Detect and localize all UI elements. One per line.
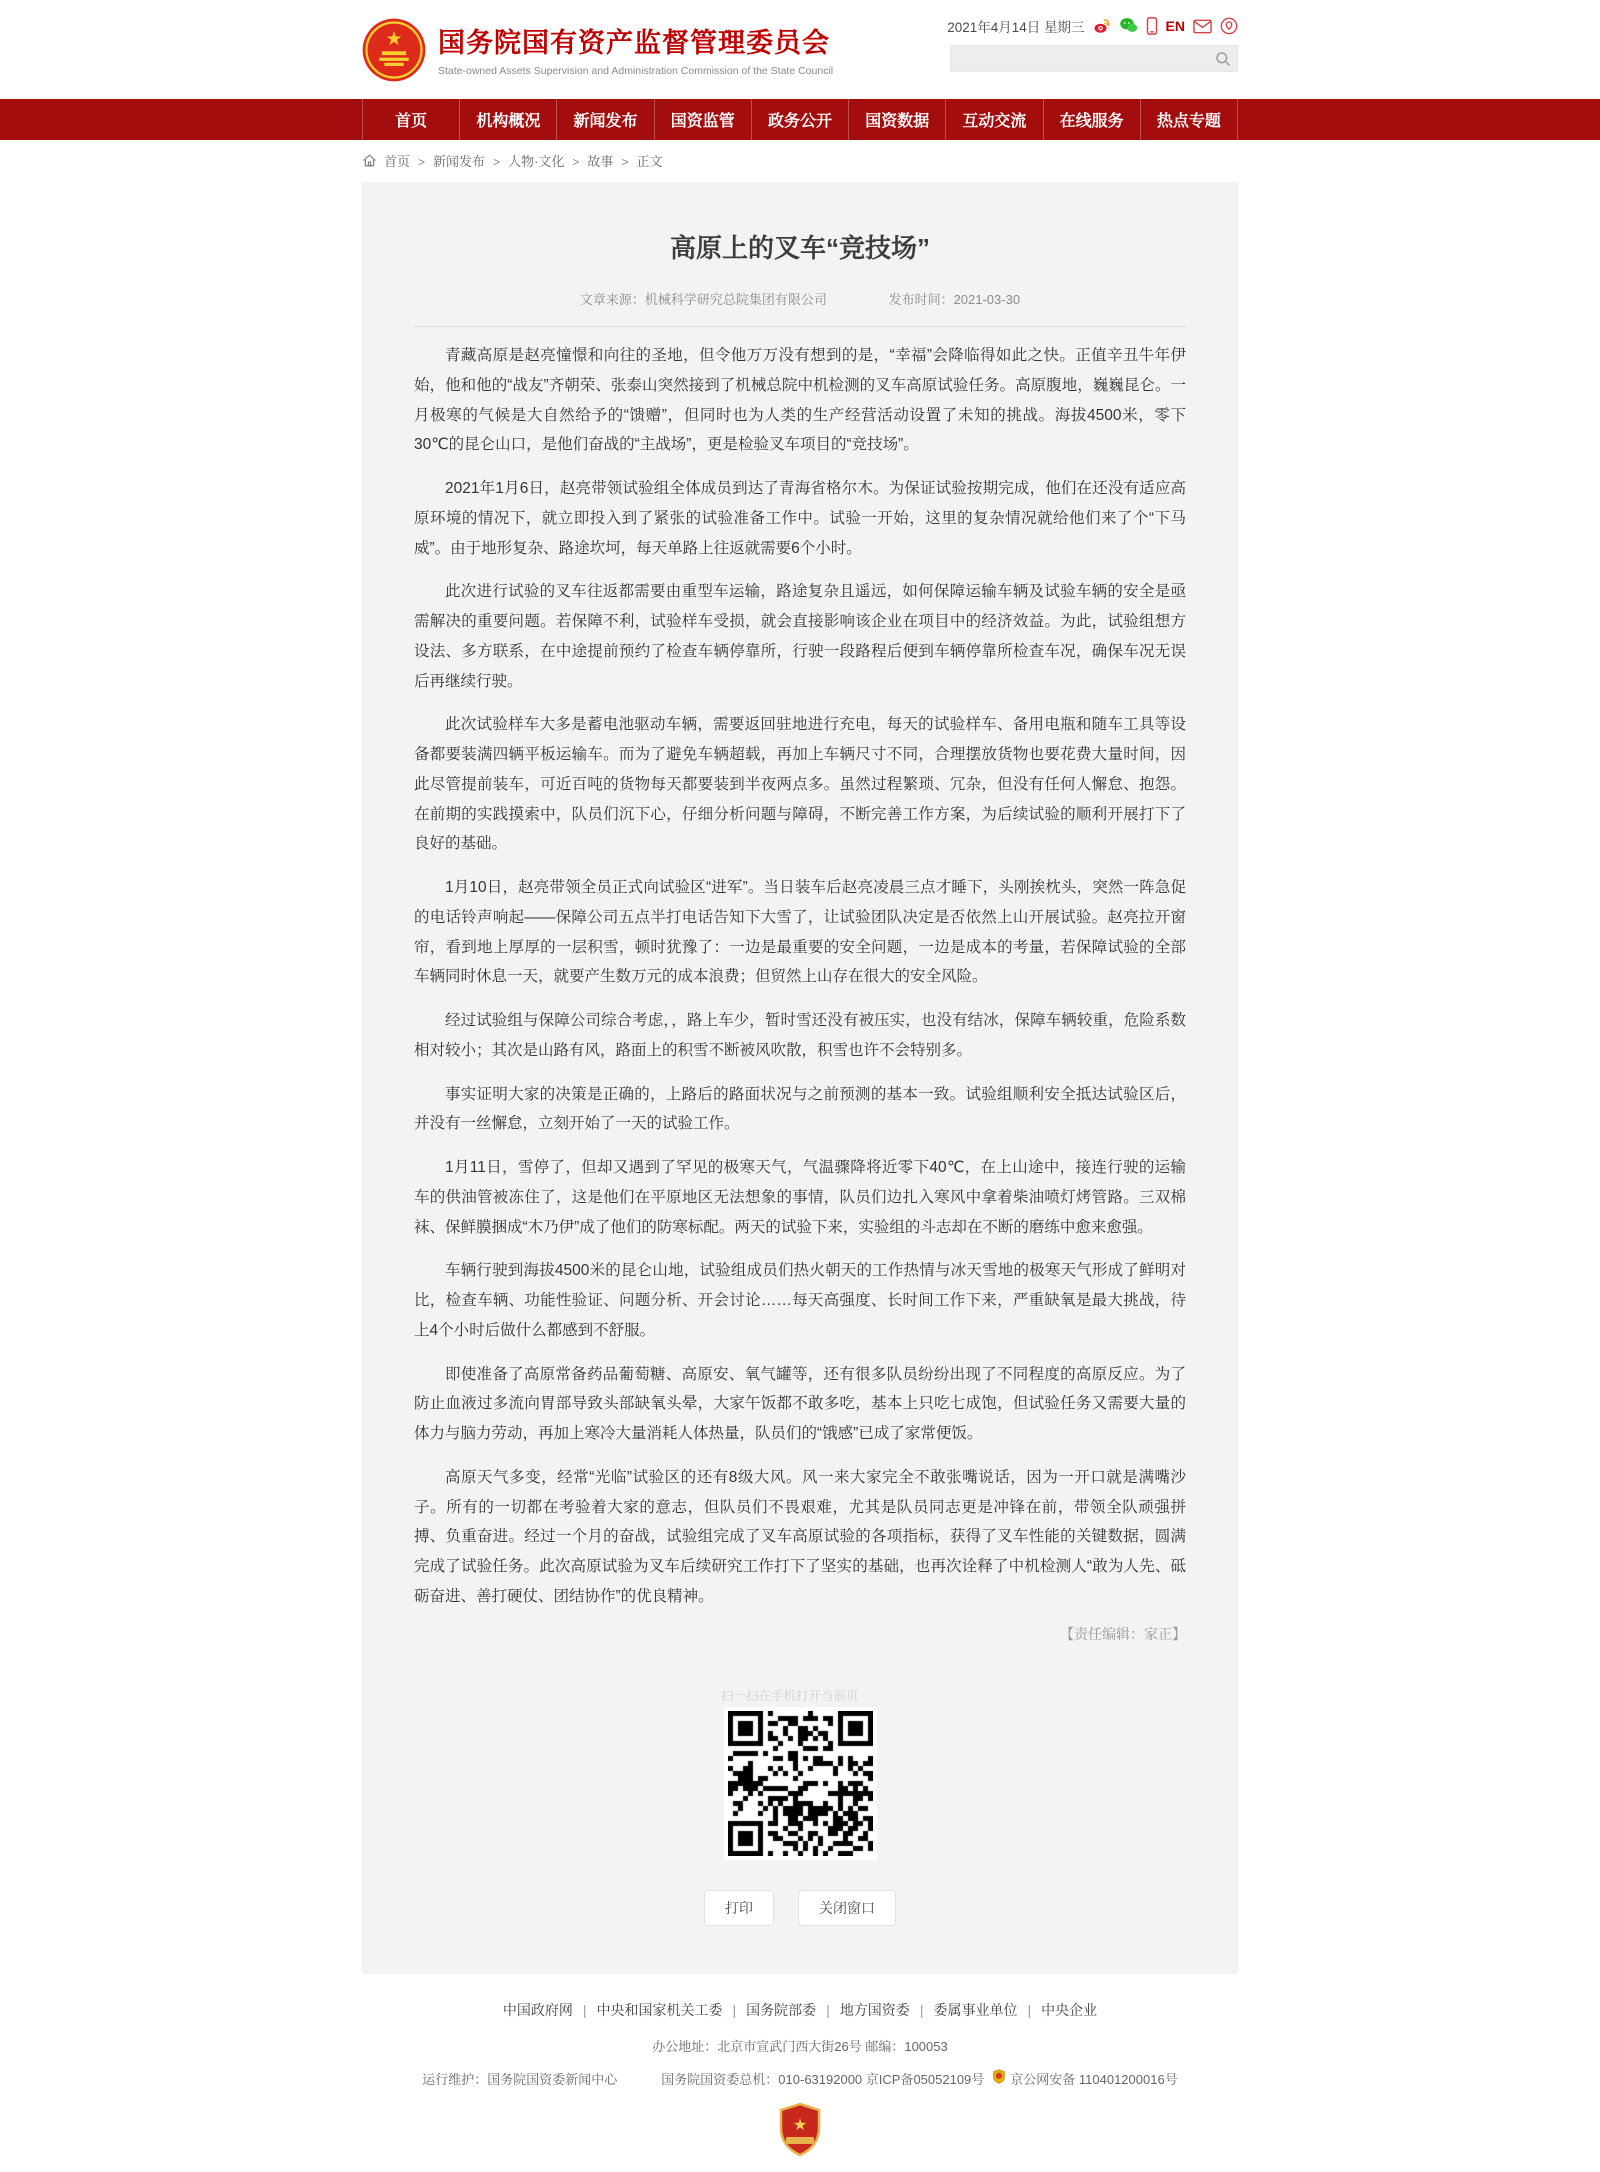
footer-link[interactable]: 中国政府网 bbox=[502, 2001, 573, 2018]
article-body bbox=[414, 341, 1186, 1612]
article-paragraph: 此次进行试验的叉车往返都需要由重型车运输，路途复杂且遥远，如何保障运输车辆及试验车辆的安全是亟需解决的重要问题。若保障不利，试验样车受损，就会直接影响该企业在项目中的经济效益。为此，试验组想方设法、多方联系，在中途提前预约了检查车辆停靠所，行驶一段路程后便到车辆停靠所检查车况，确保车况无误后再继续行驶。 bbox=[414, 583, 1186, 690]
current-date: 2021年4月14日 星期三 bbox=[947, 20, 1085, 35]
search-icon[interactable] bbox=[1215, 51, 1231, 72]
national-emblem-icon bbox=[362, 18, 426, 87]
article-panel bbox=[362, 182, 1238, 1974]
qr-section bbox=[414, 1686, 1186, 1860]
weibo-icon[interactable] bbox=[1093, 17, 1111, 35]
article-paragraph: 2021年1月6日，赵亮带领试验组全体成员到达了青海省格尔木。为保证试验按期完成，他们在还没有适应高原环境的情况下，就立即投入到了紧张的试验准备工作中。试验一开始，这里的复杂情况就给他们来了个“下马威”。由于地形复杂、路途坎坷，每天单路上往返就需要6个小时。 bbox=[414, 480, 1186, 557]
english-version-link[interactable]: EN bbox=[1165, 18, 1185, 34]
close-window-button[interactable]: 关闭窗口 bbox=[798, 1890, 896, 1926]
breadcrumb-item[interactable]: 首页 bbox=[384, 154, 411, 169]
search-input[interactable] bbox=[951, 46, 1237, 71]
article-paragraph: 车辆行驶到海拔4500米的昆仑山地，试验组成员们热火朝天的工作热情与冰天雪地的极寒天气形成了鲜明对比，检查车辆、功能性验证、问题分析、开会讨论……每天高强度、长时间工作下来，严重缺氧是最大挑战，待上4个小时后做什么都感到不舒服。 bbox=[414, 1262, 1186, 1339]
print-button[interactable]: 打印 bbox=[704, 1890, 774, 1926]
article-paragraph: 即使准备了高原常备药品葡萄糖、高原安、氧气罐等，还有很多队员纷纷出现了不同程度的高原反应。为了防止血液过多流向胃部导致头部缺氧头晕，大家午饭都不敢多吃，基本上只吃七成饱，但试验任务又需要大量的体力与脑力劳动，再加上寒冷大量消耗人体热量，队员们的“饿感”已成了家常便饭。 bbox=[414, 1365, 1186, 1442]
footer-link[interactable]: | 地方国资委 bbox=[816, 2000, 910, 2020]
svg-text:★: ★ bbox=[385, 28, 403, 50]
article-paragraph: 高原天气多变，经常“光临”试验区的还有8级大风。风一来大家完全不敢张嘴说话，因为一开口就是满嘴沙子。所有的一切都在考验着大家的意志，但队员们不畏艰难，尤其是队员同志更是冲锋在前，带领全队顽强拼搏、负重奋进。经过一个月的奋战，试验组完成了叉车高原试验的各项指标，获得了叉车性能的关键数据，圆满完成了试验任务。此次高原试验为叉车后续研究工作打下了坚实的基础，也再次诠释了中机检测人“敢为人先、砥砺奋进、善打硬仗、团结协作”的优良精神。 bbox=[414, 1468, 1186, 1605]
home-icon[interactable] bbox=[362, 153, 377, 168]
article-paragraph: 1月11日，雪停了，但却又遇到了罕见的极寒天气，气温骤降将近零下40℃，在上山途中，接连行驶的运输车的供油管被冻住了，这是他们在平原地区无法想象的事情，队员们边扎入寒风中拿着柴油喷灯烤管路。三双棉袜、保鲜膜捆成“木乃伊”成了他们的防寒标配。两天的试验下来，实验组的斗志却在不断的磨练中愈来愈强。 bbox=[414, 1159, 1186, 1236]
breadcrumb-item[interactable]: > 人物·文化 bbox=[485, 151, 564, 170]
site-subtitle: State-owned Assets Supervision and Administration Commission of the State Council bbox=[438, 64, 834, 77]
nav-item[interactable]: 热点专题 bbox=[1141, 99, 1238, 140]
footer-link[interactable]: | 中央企业 bbox=[1017, 2000, 1097, 2020]
article-paragraph: 事实证明大家的决策是正确的，上路后的路面状况与之前预测的基本一致。试验组顺利安全抵达试验区后，并没有一丝懈怠，立刻开始了一天的试验工作。 bbox=[414, 1085, 1186, 1133]
main-nav bbox=[0, 99, 1600, 140]
site-logo[interactable] bbox=[362, 14, 833, 87]
footer-address: 办公地址：北京市宣武门西大街26号 邮编：100053 bbox=[652, 2038, 948, 2054]
footer-links bbox=[0, 2000, 1600, 2020]
article-source: 文章来源：机械科学研究总院集团有限公司 bbox=[579, 292, 827, 307]
nav-item[interactable]: 新闻发布 bbox=[557, 99, 654, 140]
editor-line: 【责任编辑：家正】 bbox=[1060, 1625, 1186, 1642]
breadcrumb-item[interactable]: > 新闻发布 bbox=[410, 151, 485, 170]
article-paragraph: 1月10日，赵亮带领全员正式向试验区“进军”。当日装车后赵亮凌晨三点才睡下，头刚挨枕头，突然一阵急促的电话铃声响起——保障公司五点半打电话告知下大雪了，让试验团队决定是否依然上山开展试验。赵亮拉开窗帘，看到地上厚厚的一层积雪，顿时犹豫了：一边是最重要的安全问题，一边是成本的考量，若保障试验的全部车辆同时休息一天，就要产生数万元的成本浪费；但贸然上山存在很大的安全风险。 bbox=[414, 879, 1186, 986]
site-footer bbox=[0, 1974, 1600, 2172]
footer-switchboard: 国务院国资委总机：010-63192000 京ICP备05052109号 bbox=[661, 2071, 985, 2087]
wechat-icon[interactable] bbox=[1119, 17, 1138, 35]
article-title: 高原上的叉车“竞技场” bbox=[669, 233, 930, 263]
breadcrumb bbox=[362, 140, 1238, 182]
site-title: 国务院国有资产监督管理委员会 bbox=[438, 28, 830, 59]
nav-item[interactable]: 在线服务 bbox=[1044, 99, 1141, 140]
footer-link[interactable]: | 国务院部委 bbox=[723, 2000, 817, 2020]
breadcrumb-item[interactable]: > 正文 bbox=[613, 151, 662, 170]
search-box bbox=[950, 45, 1238, 72]
mobile-icon[interactable] bbox=[1146, 17, 1158, 35]
mail-icon[interactable] bbox=[1193, 19, 1212, 34]
security-record-text: 京公网安备 110401200016号 bbox=[1010, 2071, 1178, 2087]
security-badge-icon bbox=[992, 2069, 1006, 2087]
site-header bbox=[0, 0, 1600, 99]
breadcrumb-item[interactable]: > 故事 bbox=[564, 151, 613, 170]
nav-item[interactable]: 机构概况 bbox=[460, 99, 557, 140]
article-paragraph: 此次试验样车大多是蓄电池驱动车辆，需要返回驻地进行充电，每天的试验样车、备用电瓶和随车工具等设备都要装满四辆平板运输车。而为了避免车辆超载，再加上车辆尺寸不同，合理摆放货物也要花费大量时间，因此尽管提前装车，可近百吨的货物每天都要装到半夜两点多。虽然过程繁琐、冗杂，但没有任何人懈怠、抱怨。在前期的实践摸索中，队员们沉下心，仔细分析问题与障碍，不断完善工作方案，为后续试验的顺利开展打下了良好的基础。 bbox=[414, 716, 1186, 853]
article-meta bbox=[414, 289, 1186, 327]
article-paragraph: 青藏高原是赵亮憧憬和向往的圣地，但令他万万没有想到的是，“幸福”会降临得如此之快。正值辛丑牛年伊始，他和他的“战友”齐朝荣、张泰山突然接到了机械总院中机检测的叉车高原试验任务。高原腹地，巍巍昆仑。一月极寒的气候是大自然给予的“馈赠”，但同时也为人类的生产经营活动设置了未知的挑战。海拔4500米，零下30℃的昆仑山口，是他们奋战的“主战场”，更是检验叉车项目的“竞技场”。 bbox=[414, 347, 1186, 454]
footer-link[interactable]: | 中央和国家机关工委 bbox=[573, 2000, 723, 2020]
footer-maintenance: 运行维护：国务院国资委新闻中心 bbox=[422, 2071, 618, 2087]
article-publish-time: 发布时间：2021-03-30 bbox=[888, 292, 1021, 307]
qr-caption: 扫一扫在手机打开当前页 bbox=[721, 1688, 859, 1703]
article-paragraph: 经过试验组与保障公司综合考虑，，路上车少，暂时雪还没有被压实，也没有结冰，保障车辆较重，危险系数相对较小；其次是山路有风，路面上的积雪不断被风吹散，积雪也许不会特别多。 bbox=[414, 1012, 1186, 1059]
qr-code bbox=[724, 1707, 877, 1860]
nav-item[interactable]: 首页 bbox=[362, 99, 460, 140]
footer-link[interactable]: | 委属事业单位 bbox=[910, 2000, 1018, 2020]
location-share-icon[interactable] bbox=[1220, 17, 1238, 35]
security-record-link[interactable] bbox=[992, 2069, 1177, 2088]
nav-item[interactable]: 互动交流 bbox=[946, 99, 1043, 140]
nav-item[interactable]: 国资数据 bbox=[849, 99, 946, 140]
nav-item[interactable]: 政务公开 bbox=[752, 99, 849, 140]
nav-item[interactable]: 国资监管 bbox=[655, 99, 752, 140]
cyber-police-badge-icon[interactable] bbox=[0, 2102, 1600, 2158]
svg-text:★: ★ bbox=[792, 2116, 808, 2134]
